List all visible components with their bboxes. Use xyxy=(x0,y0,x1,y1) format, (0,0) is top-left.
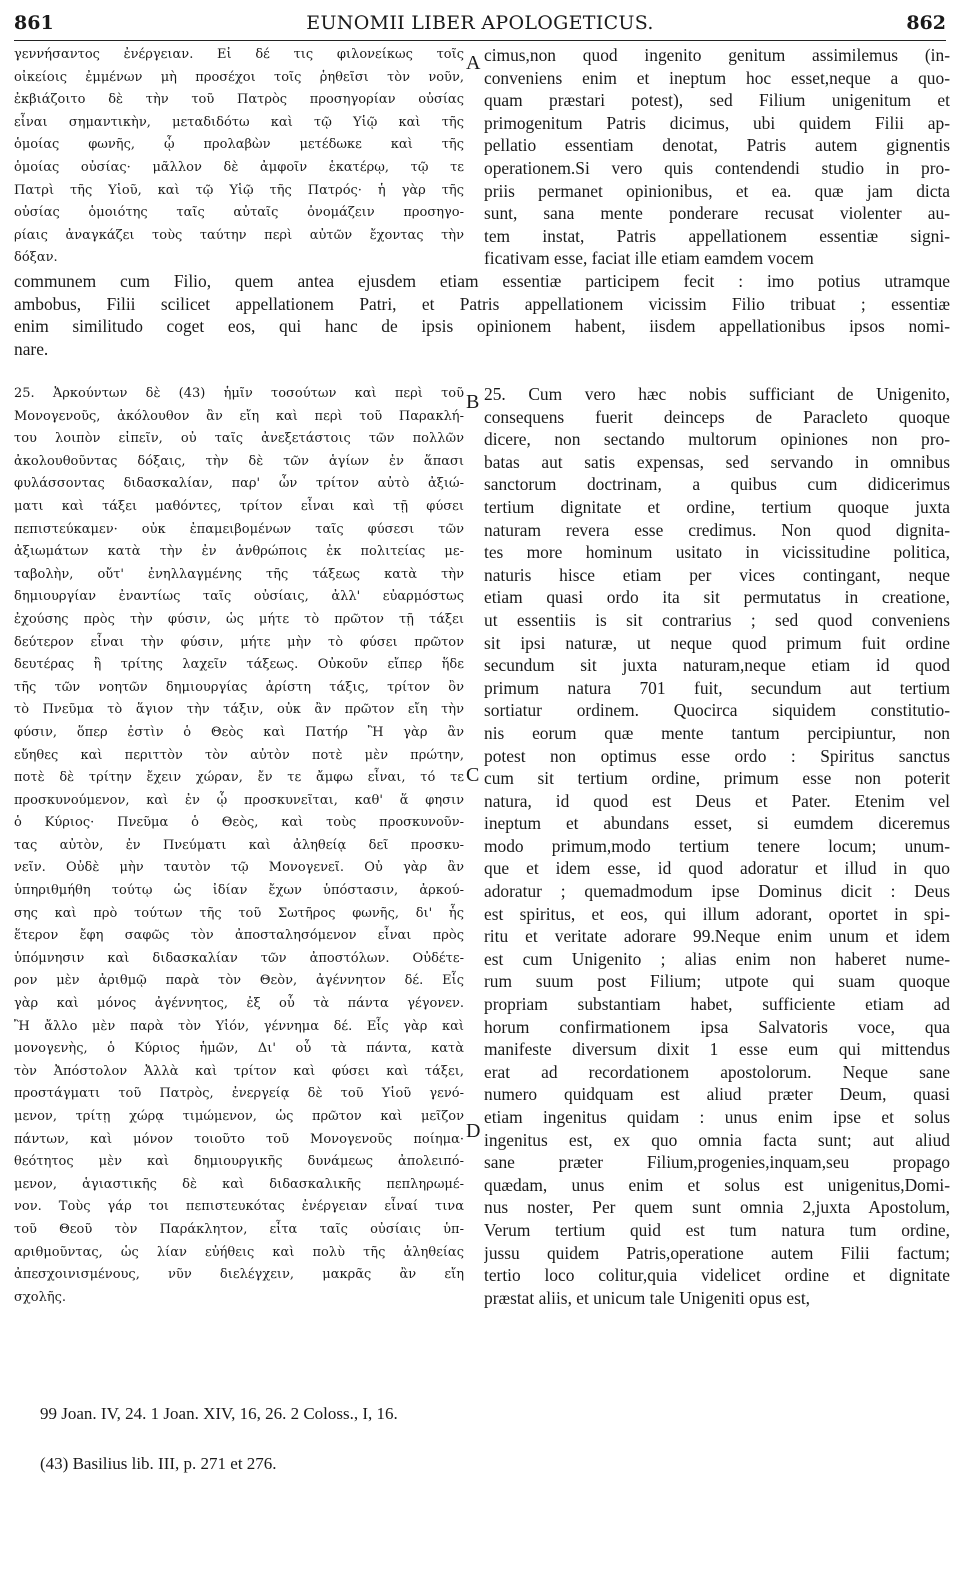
greek-text-line: ποτὲ δὲ τρίτην ἔχειν χώραν, ἔν τε ἄμφω εἶναι, τό τε xyxy=(14,770,464,786)
latin-text-line: sanctorum doctrinam, a quibus cum didicerimus xyxy=(484,474,950,495)
latin-text-line: sit ipsi naturæ, ut neque quod primum fuit ordine xyxy=(484,632,950,653)
latin-text-line: potest non optimus esse ordo : Spiritus sanctus xyxy=(484,745,950,766)
header-rule xyxy=(14,40,946,41)
latin-text-line: ritu et veritate adorare 99.Neque enim unum et idem xyxy=(484,926,950,947)
greek-text-line: εὔηθες καὶ περιττὸν τὸν αὐτὸν ποτὲ μὲν πρώτην, xyxy=(14,747,464,763)
greek-text-line: τὸν Ἀπόστολον Ἀλλὰ καὶ τρίτον καὶ φύσει καὶ τάξει, xyxy=(14,1063,464,1079)
latin-text-line: primum natura 701 fuit, secundum aut tertium xyxy=(484,677,950,698)
greek-text-line: αριθμοῦντας, ὡς λίαν εὐήθεις καὶ πολὺ τῆς ἀληθείας xyxy=(14,1244,464,1260)
greek-text-line: ρον μὲν ἀριθμῷ παρὰ τὸν Θεὸν, ἀγέννητον δέ. Εἷς xyxy=(14,973,464,989)
greek-column-top xyxy=(14,44,464,270)
greek-text-line: δευτέρας ἢ τρίτης λαχεῖν τάξεως. Οὐκοῦν εἴπερ ἥδε xyxy=(14,657,464,673)
latin-text-line: tem instat, Patris appellationem essentiæ signi- xyxy=(484,225,950,246)
latin-text-line: Verum tertium quid est tum natura tum ordine, xyxy=(484,1219,950,1240)
latin-text-line: operationem.Si vero quis contendendi studio in pro- xyxy=(484,157,950,178)
page-header xyxy=(14,12,946,40)
page-number-left: 861 xyxy=(14,12,54,34)
latin-text-line: sane præter Filium,progenies,inquam,seu propago xyxy=(484,1152,950,1173)
greek-text-line: τὸ Πνεῦμα τὸ ἅγιον τὴν τάξιν, οὐκ ἂν πρῶτον εἴη τὴν xyxy=(14,702,464,718)
latin-text-line: ambobus, Filii scilicet appellationem Patri, et Patris appellationem vicissim Filio tribuat ; essentiæ xyxy=(14,293,950,314)
latin-text-line: modo primum,modo tertium tenere locum; unum- xyxy=(484,835,950,856)
greek-text-line: δημιουργίαν ἐναντίως ταῖς οὐσίαις, ἀλλ' εὐαρμόστως xyxy=(14,589,464,605)
greek-text-line: ὁ Κύριος· Πνεῦμα ὁ Θεὸς, καὶ τοὺς προσκυνοῦν- xyxy=(14,815,464,831)
full-width-paragraph xyxy=(14,270,950,360)
greek-text-line: ὁμοίας φωνῆς, ᾧ προλαβὼν μετέδωκε καὶ τῆς xyxy=(14,137,464,153)
greek-text-line: ἀκολουθοῦντας δόξαις, τὴν δὲ τῶν ἁγίων ἐν ἅπασι xyxy=(14,453,464,469)
latin-text-line: manifeste diversum dixit 1 esse eum qui mittendus xyxy=(484,1039,950,1060)
latin-text-line: nare. xyxy=(14,338,49,359)
latin-text-line: ineptum et abundans esset, si eumdem diceremus xyxy=(484,813,950,834)
scripture-footnotes: 99 Joan. IV, 24. 1 Joan. XIV, 16, 26. 2 Coloss., I, 16. xyxy=(40,1404,398,1423)
greek-text-line: νεῖν. Οὐδὲ μὴν ταυτὸν τῷ Μονογενεῖ. Οὐ γὰρ ἂν xyxy=(14,860,464,876)
margin-marker-b: B xyxy=(466,391,480,413)
latin-text-line: natura, id quod est Deus et Pater. Etenim vel xyxy=(484,790,950,811)
latin-text-line: 25. Cum vero hæc nobis sufficiant de Unigenito, xyxy=(484,384,950,404)
source-footnote: (43) Basilius lib. III, p. 271 et 276. xyxy=(40,1454,277,1473)
latin-text-line: dicere, non sectando multorum opiniones non pro- xyxy=(484,429,950,450)
latin-text-line: nus noster, Per quem sunt omnia 2,juxta Apostolum, xyxy=(484,1197,950,1218)
latin-text-line: pellatio essentiam denotat, Patris autem gignentis xyxy=(484,135,950,156)
latin-text-line: adoratur ; quemadmodum ipse Dominus dicit : Deus xyxy=(484,881,950,902)
margin-marker-a: A xyxy=(466,52,481,74)
greek-text-line: του λοιπὸν εἰπεῖν, οὐ ταῖς ἀνεξετάστοις τῶν πολλῶν xyxy=(14,431,464,447)
greek-text-line: τοῦ Θεοῦ τὸν Παράκλητον, εἶτα ταῖς οὐσίαις ὑπ- xyxy=(14,1221,464,1237)
latin-text-line: quam præstari potest), sed Filium unigenitum et xyxy=(484,90,950,111)
latin-text-line: præstat aliis, et unicum tale Unigeniti opus est, xyxy=(484,1287,811,1308)
greek-text-line: ὁμοίας οὐσίας· μᾶλλον δὲ ἀμφοῖν ἑκατέρῳ, τῷ τε xyxy=(14,159,464,175)
latin-text-line: tertium dignitate et ordine, tertium quoque juxta xyxy=(484,496,950,517)
latin-text-line: primogenitum Patris dicimus, ubi quidem Filii ap- xyxy=(484,112,950,133)
greek-text-line: προσκυνούμενον, καὶ ἐν ᾧ προσκυνεῖται, καθ' ἅ φησιν xyxy=(14,792,464,808)
latin-text-line: erat ad recordationem apostolorum. Neque sane xyxy=(484,1061,950,1082)
greek-text-line: μενον, τρίτῃ χώρᾳ τιμώμενον, ὡς πρῶτον καὶ μεῖζον xyxy=(14,1109,464,1124)
greek-text-line: σχολῆς. xyxy=(14,1289,67,1305)
greek-text-line: ἀπεσχοινισμένους, νῦν διελέγχειν, μακρᾶς ἂν εἴη xyxy=(14,1267,464,1283)
latin-text-line: sunt, sana mente ponderare recusat violenter au- xyxy=(484,203,950,224)
greek-text-line: προστάγματι τοῦ Πατρὸς, ἐνεργείᾳ δὲ τοῦ Υἱοῦ γενό- xyxy=(14,1086,464,1102)
greek-text-line: φυλάσσοντας διδασκαλίαν, παρ' ὧν τρίτον αὐτὸ ἀξιώ- xyxy=(14,476,464,492)
greek-text-line: Ἢ ἄλλο μὲν παρὰ τὸν Υἱόν, γέννημα δέ. Εἷς γὰρ καὶ xyxy=(14,1018,464,1034)
greek-text-line: πεπιστεύκαμεν· οὐκ ἐπαμειβομένων ταῖς φύσεσι τῶν xyxy=(14,521,464,537)
greek-text-line: ἐχούσης πρὸς τὴν φύσιν, ὡς μήτε τὸ πρῶτον τῇ τάξει xyxy=(14,611,464,627)
latin-text-line: conveniens enim et ineptum hoc esset,neque a quo- xyxy=(484,67,950,88)
latin-text-line: que et idem esse, id quod adoratur et illud in quo xyxy=(484,858,950,879)
latin-text-line: naturam revera esse credimus. Non quod dignita- xyxy=(484,519,950,540)
latin-text-line: horum confirmationem ipsa Salvatoris voce, qua xyxy=(484,1016,950,1037)
page-number-right: 862 xyxy=(906,12,946,34)
latin-text-line: ingenitus est, ex quo omnia facta sunt; aut aliud xyxy=(484,1129,950,1150)
greek-text-line: Μονογενοῦς, ἀκόλουθον ἂν εἴη καὶ περὶ τοῦ Παρακλή- xyxy=(14,408,464,424)
greek-text-line: οὐσίας ὁμοιότης ταῖς αὐταῖς ὀνομάζειν προσηγο- xyxy=(14,205,464,221)
greek-text-line: ματι καὶ τάξει μαθόντες, τρίτον εἶναι καὶ τῇ φύσει xyxy=(14,498,464,514)
latin-text-line: nis eorum quæ mente tantum percipiuntur, non xyxy=(484,722,950,743)
latin-text-line: etiam quasi ordo ita sit permutatus in creatione, xyxy=(484,587,950,608)
latin-text-line: priis permanet opinionibus, et ea. quæ jam dicta xyxy=(484,180,950,201)
latin-text-line: tertio loco colitur,quia videlicet ordine et dignitate xyxy=(484,1265,950,1286)
margin-marker-d: D xyxy=(466,1120,481,1142)
greek-text-line: σης καὶ πρὸ τούτων τῆς τοῦ Σωτῆρος φωνῆς, δι' ἧς xyxy=(14,905,464,921)
latin-text-line: numero quidquam est aliud præter Deum, quasi xyxy=(484,1084,950,1105)
latin-text-line: quædam, unus enim et solus est unigenitus,Domi- xyxy=(484,1174,950,1195)
latin-text-line: cimus,non quod ingenito genitum assimilemus (in- xyxy=(484,45,950,65)
latin-text-line: tes more hominum usitato in vicissitudine politica, xyxy=(484,542,950,563)
greek-text-line: ὑπόμνησιν καὶ διδασκαλίαν τῶν ἀποστόλων. Οὐδέτε- xyxy=(14,950,464,966)
greek-text-line: γὰρ καὶ μόνος ἀγέννητος, ἐξ οὗ τὰ πάντα γέγονεν. xyxy=(14,996,464,1012)
greek-text-line: Πατρὶ τῆς Υἱοῦ, καὶ τῷ Υἱῷ τῆς Πατρός· ἡ γὰρ τῆς xyxy=(14,182,464,198)
greek-text-line: ἀξιωμάτων κατὰ τὴν ἐν ἀνθρώποις ἐκ πολιτείας με- xyxy=(14,544,464,560)
running-title: EUNOMII LIBER APOLOGETICUS. xyxy=(306,12,654,34)
latin-text-line: ut essentiis is sit contrarius ; sed quod conveniens xyxy=(484,609,950,630)
greek-text-line: ἐκβιάζοιτο δὲ τὴν τοῦ Πατρὸς προσηγορίαν οὐσίας xyxy=(14,92,464,108)
greek-text-line: ρίαις ἀναγκάζει τοὺς ταύτην περὶ αὐτῶν ἔχοντας τὴν xyxy=(14,227,464,243)
latin-text-line: consequens fuerit deinceps de Paracleto quoque xyxy=(484,406,950,427)
greek-text-line: δεύτερον εἶναι τὴν φύσιν, μήτε μὴν τὸ φύσει πρῶτον xyxy=(14,634,464,650)
margin-marker-c: C xyxy=(466,764,480,786)
latin-text-line: est spiritus, et eos, qui illum adorant, oportet in spi- xyxy=(484,903,950,924)
latin-text-line: enim similitudo coget eos, qui hanc de ipsis opinionem habent, iisdem appellationibus ipsos nomi- xyxy=(14,316,950,337)
latin-text-line: est cum Unigenito ; alias enim non haberet nume- xyxy=(484,948,950,969)
latin-text-line: jussu quidem Patris,operatione autem Filii factum; xyxy=(484,1242,950,1263)
latin-column-top xyxy=(484,44,950,270)
latin-text-line: communem cum Filio, quem antea ejusdem etiam essentiæ participem fecit : imo potius utramque xyxy=(14,271,950,291)
latin-text-line: etiam ingenitus quidam : unus enim ipse et solus xyxy=(484,1107,950,1127)
greek-text-line: πάντων, καὶ μόνον τοιοῦτο τοῦ Μονογενοῦς ποίημα· xyxy=(14,1131,464,1147)
greek-text-line: 25. Ἀρκούντων δὲ (43) ἡμῖν τοσούτων καὶ περὶ τοῦ xyxy=(14,386,464,401)
greek-text-line: μονογενὴς, ὁ Κύριος ἡμῶν, Δι' οὗ τὰ πάντα, κατὰ xyxy=(14,1041,464,1057)
greek-text-line: ταβολὴν, οὔτ' ἐνηλλαγμένης τῆς τάξεως κατὰ τὴν xyxy=(14,566,464,582)
greek-text-line: γεννήσαντος ἐνέργειαν. Εἰ δέ τις φιλονείκως τοῖς xyxy=(14,47,464,62)
greek-text-line: δόξαν. xyxy=(14,250,58,266)
greek-text-line: μενον, ἁγιαστικῆς δὲ καὶ διδασκαλικῆς πεπληρωμέ- xyxy=(14,1176,464,1192)
greek-text-line: ὑπηριθμήθη τούτῳ ὡς ἰδίαν ἔχων ὑπόστασιν, ἀρκού- xyxy=(14,883,464,899)
greek-text-line: τῆς τῶν νοητῶν δημιουργίας ἀρίστη τάξις, τρίτον ὂν xyxy=(14,679,464,695)
greek-text-line: εἶναι σημαντικὴν, μεταδιδότω καὶ τῷ Υἱῷ καὶ τῆς xyxy=(14,114,464,130)
greek-text-line: νον. Τοὺς γάρ τοι πεπιστευκότας ἐνέργειαν εἶναί τινα xyxy=(14,1199,464,1215)
latin-text-line: secundum sit juxta naturam,neque etiam id quod xyxy=(484,655,950,676)
latin-text-line: batas aut satis expensas, sed servando in omnibus xyxy=(484,451,950,472)
greek-text-line: τας αὐτὸν, ἐν Πνεύματι καὶ ἀληθείᾳ δεῖ προσκυ- xyxy=(14,837,464,853)
latin-text-line: naturis hisce etiam per vices contingant, neque xyxy=(484,564,950,585)
latin-text-line: ficativam esse, faciat ille etiam eamdem vocem xyxy=(484,248,814,269)
greek-text-line: θεότητος μὲν καὶ δημιουργικῆς δυνάμεως ἀπολειπό- xyxy=(14,1154,464,1170)
greek-text-line: οἰκείοις ἐμμένων μὴ προσέχοι τοῖς ῥηθεῖσι τὸν νοῦν, xyxy=(14,69,464,85)
latin-text-line: cum sit tertium ordine, primum esse non poterit xyxy=(484,768,950,789)
greek-text-line: φύσιν, ὅπερ ἐστὶν ὁ Θεὸς καὶ Πατήρ Ἢ γὰρ ἂν xyxy=(14,724,464,740)
latin-column-main xyxy=(484,383,950,1309)
greek-column-main xyxy=(14,383,464,1309)
latin-text-line: rum suum post Filium; utpote qui suam quoque xyxy=(484,971,950,992)
greek-text-line: ἕτερον ἔφη σαφῶς τὸν ἀποσταλησόμενον εἶναι πρὸς xyxy=(14,928,464,944)
latin-text-line: sortiatur ordinem. Quocirca siquidem constitutio- xyxy=(484,700,950,721)
latin-text-line: propriam substantiam habet, sufficiente etiam ad xyxy=(484,994,950,1015)
